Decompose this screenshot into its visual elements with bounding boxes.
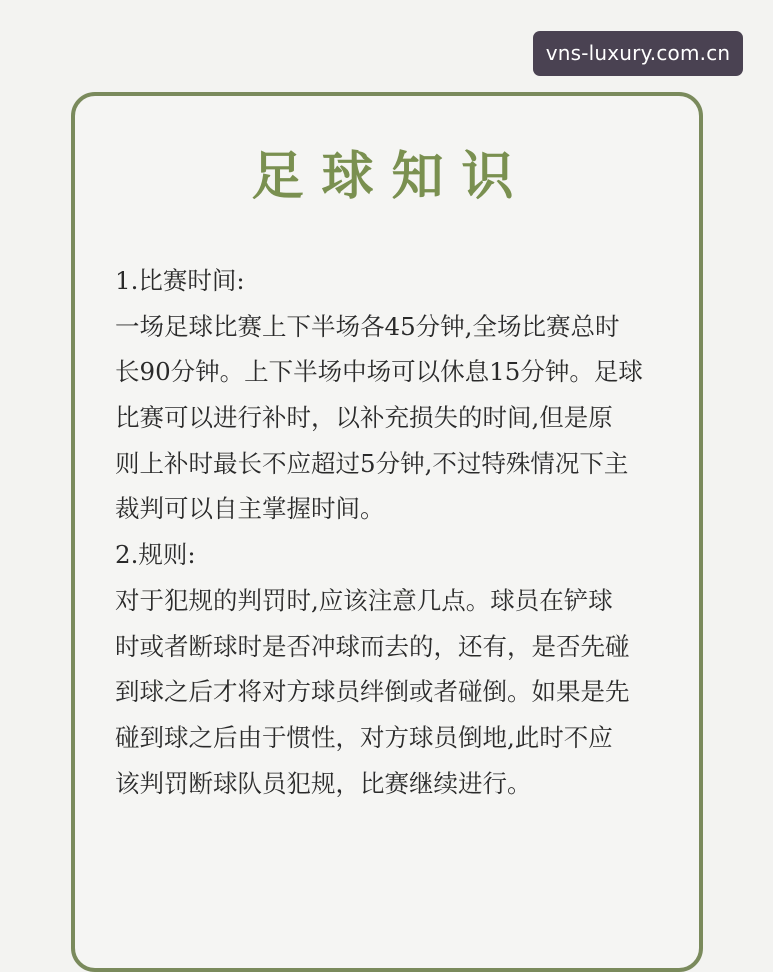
paragraph-line: 则上补时最长不应超过5分钟,不过特殊情况下主 xyxy=(115,448,629,478)
section-heading-rules: 2.规则: xyxy=(115,540,196,570)
paragraph-line: 比赛可以进行补时，以补充损失的时间,但是原 xyxy=(115,403,613,433)
paragraph-line: 时或者断球时是否冲球而去的，还有，是否先碰 xyxy=(115,631,630,661)
paragraph-line: 到球之后才将对方球员绊倒或者碰倒。如果是先 xyxy=(115,677,630,707)
paragraph-line: 对于犯规的判罚时,应该注意几点。球员在铲球 xyxy=(115,585,613,615)
paragraph-line: 一场足球比赛上下半场各45分钟,全场比赛总时 xyxy=(115,311,620,341)
paragraph-line: 长90分钟。上下半场中场可以休息15分钟。足球 xyxy=(115,357,643,387)
paragraph-line: 裁判可以自主掌握时间。 xyxy=(115,494,385,524)
section-heading-time: 1.比赛时间: xyxy=(115,266,245,295)
article-body xyxy=(115,258,700,806)
paragraph-line: 该判罚断球队员犯规，比赛继续进行。 xyxy=(115,768,532,798)
page-title: 足球知识 xyxy=(251,147,532,207)
watermark-badge: vns-luxury.com.cn xyxy=(533,31,743,76)
paragraph-line: 碰到球之后由于惯性，对方球员倒地,此时不应 xyxy=(115,722,613,752)
